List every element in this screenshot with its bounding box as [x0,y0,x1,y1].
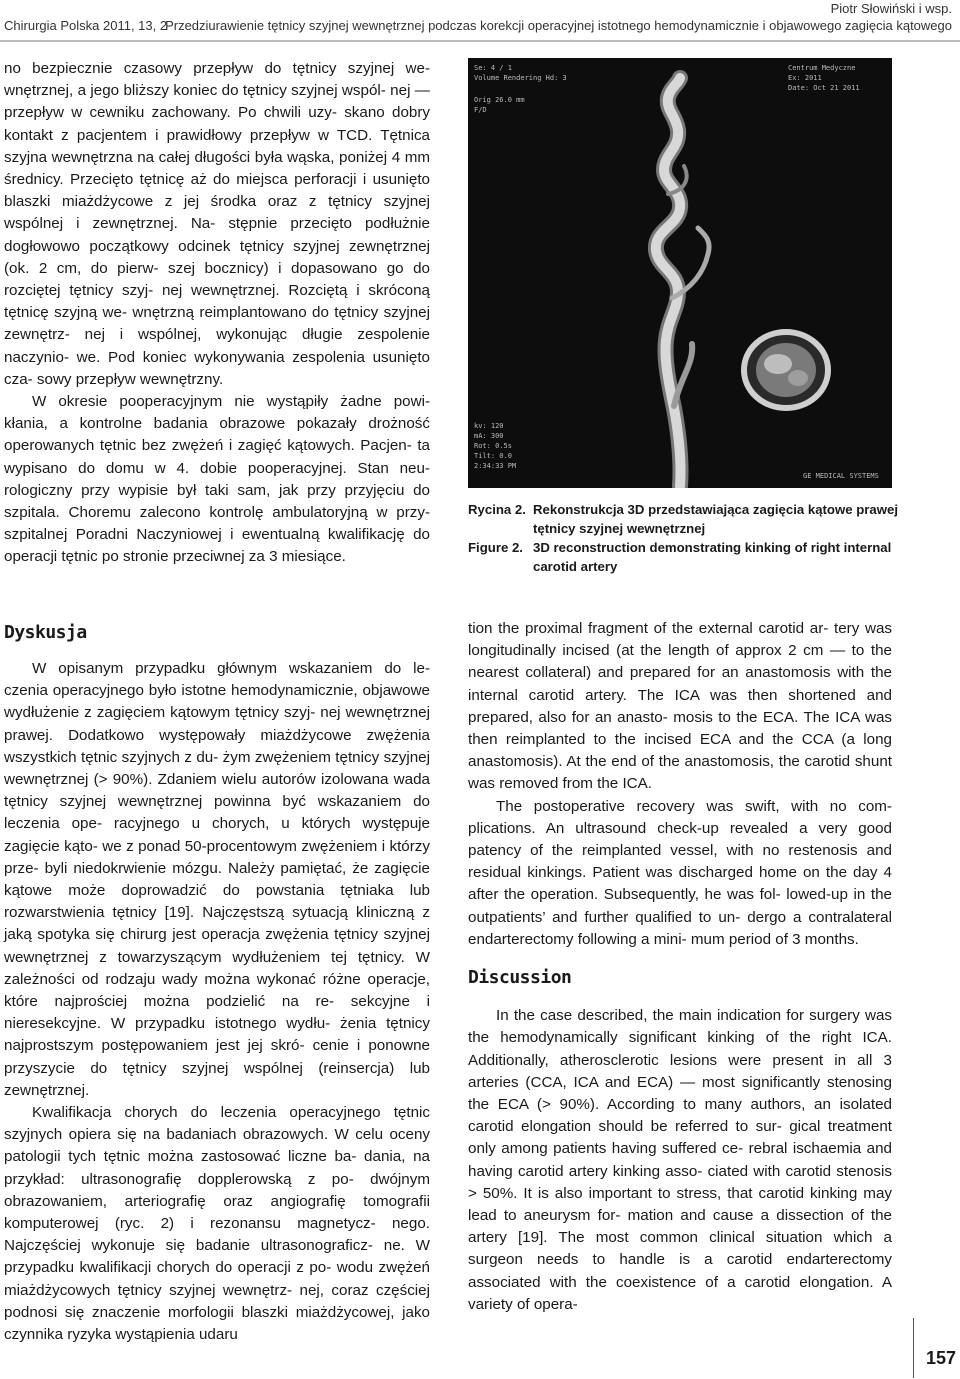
paragraph: W opisanym przypadku głównym wskazaniem do le- czenia operacyjnego było istotne hemodynamicznie, objawowe wydłużenie z zagięciem kątowym tętnicy szyj- nej wewnętrznej prawej. Dodatkowo występowały miażdżycowe zwężenia wszystkich tętnic szyjnych z du- żym zwężeniem tętnicy szyjnej wewnętrznej (> 90%). Zdaniem wielu autorów izolowana wada tętnicy szyjnej wewnętrznej powinna być wskazaniem do leczenia ope- racyjnego u chorych, u których występuje zagięcie kąto- we z ponad 50-procentowym zwężeniem i którzy prze- byli niedokrwienie mózgu. Należy pamiętać, że zagięcie kątowe może doprowadzić do powstania tętniaka lub rozwarstwienia tętnicy [19]. Najczęstszą sytuacją kliniczną z jaką spotyka się chirurg jest operacja zwężenia tętnicy szyjnej wewnętrznej z towarzyszącym wydłużeniem tej tętnicy. W zależności od rodzaju wady można wykonać różne operacje, które najprościej można podzielić na re- sekcyjne i nieresekcyjne. W przypadku istotnego wydłu- żenia tętnicy najprostszym postępowaniem jest jej skró- cenie i ponowne przyszycie do tętnicy szyjnej wspólnej (reinsercja) lub zewnętrznej. [4,660,430,1099]
overlay-bl-2: Rot: 0.5s [474,442,512,450]
header-divider [0,40,960,42]
left-column-bottom [4,658,430,1346]
header-title: Przedziurawienie tętnicy szyjnej wewnętrznej podczas korekcji operacyjnej istotnego hemodynamicznie i objawowego zagięcia kątowego [165,18,952,33]
paragraph: Kwalifikacja chorych do leczenia operacyjnego tętnic szyjnych opiera się na badaniach obrazowych. W celu oceny patologii tych tętnic można zastosować liczne ba- dania, na przykład: ultrasonografię dopplerowską z po- dwójnym obrazowaniem, arteriografię oraz angiografię tomografii komputerowej (ryc. 2) i rezonansu magnetycz- nego. Najczęściej wykonuje się badanie ultrasonograficz- ne. W przypadku kwalifikacji chorych do operacji z po- wodu zwężeń miażdżycowych tętnicy szyjnej wewnętrz- nej, coraz częściej podnosi się znaczenie morfologii blaszki miażdżycowej, jako czynnika ryzyka wystąpienia udaru [4,1104,430,1344]
caption-polish [468,500,898,538]
overlay-tl-3: F/D [474,106,487,114]
header-author: Piotr Słowiński i wsp. [830,1,952,16]
paragraph: In the case described, the main indication for surgery was the hemodynamically significant kinking of the right ICA. Additionally, atherosclerotic lesions were present in all 3 arteries (CCA, ICA and ECA) — most significantly stenosing the ECA (> 90%). According to many authors, an isolated carotid elongation should be referred to sur- gical treatment only among patients having suffered ce- rebral ischaemia and having carotid artery kinking asso- ciated with carotid stenosis > 50%. It is also important to stress, that carotid kinking may lead to aneurysm for- mation and cause a dissection of the artery [19]. The most common clinical situation which a surgeon needs to handle is a carotid endarterectomy associated with the coexistence of a carotid elongation. A variety of opera- [468,1007,892,1313]
figure-captions [468,500,898,576]
ct-angiography-figure [468,58,892,488]
caption-pl-text: Rekonstrukcja 3D przedstawiająca zagięcia kątowe prawej tętnicy szyjnej wewnętrznej [533,502,899,536]
overlay-bl-1: mA: 300 [474,432,504,440]
skull-cross-section [744,332,828,408]
overlay-br: GE MEDICAL SYSTEMS [803,472,879,480]
page-number: 157 [925,1348,956,1368]
overlay-bl-3: Tilt: 0.0 [474,452,512,460]
left-column-top [4,58,430,569]
paragraph: The postoperative recovery was swift, with no com- plications. An ultrasound check-up revealed a very good patency of the reimplanted vessel, with no restenosis and residual kinkings. Patient was discharged home on the day 4 after the operation. Subsequently, he was fol- lowed-up in the outpatients’ and further qualified to un- dergo a contralateral endarterectomy following a mini- mum period of 3 months. [468,797,892,948]
page-number-rule [913,1318,914,1378]
caption-pl-label: Rycina 2. [468,502,526,517]
section-heading-discussion: Discussion [468,967,572,989]
caption-english [468,538,898,576]
overlay-bl-4: 2:34:33 PM [474,462,517,470]
paragraph: tion the proximal fragment of the external carotid ar- tery was longitudinally incised (at the length of approx 2 cm — to the nearest collateral) and prepared for an anastomosis with the internal carotid artery. The ICA was then shortened and prepared, also for an anasto- mosis to the ECA. The ICA was then reimplanted to the incised ECA and the CCA (a long anastomosis). At the end of the anastomosis, the carotid shunt was removed from the ICA. [468,620,892,793]
overlay-tr-2: Date: Oct 21 2011 [788,84,860,92]
overlay-tr-1: Ex: 2011 [788,74,822,82]
running-header [0,0,960,40]
right-column-bottom [468,618,892,1316]
paragraph: W okresie pooperacyjnym nie wystąpiły żadne powi- kłania, a kontrolne badania obrazowe pokazały drożność operowanych tętnic bez zwężeń i zagięć kątowych. Pacjen- ta wypisano do domu w 4. dobie pooperacyjnej. Stan neu- rologiczny przy wypisie był taki sam, jak przy przyjęciu do szpitala. Choremu zalecono kontrolę ambulatoryjną w przy- szpitalnej Poradni Naczyniowej i ewentualną kwalifikację do operacji tętnic po stronie przeciwnej za 3 miesiące. [4,393,430,566]
section-heading-dyskusja: Dyskusja [4,622,87,643]
caption-en-label: Figure 2. [468,540,523,555]
overlay-tr-0: Centrum Medyczne [788,64,856,72]
header-journal: Chirurgia Polska 2011, 13, 2 [4,18,168,33]
caption-en-text: 3D reconstruction demonstrating kinking of right internal carotid artery [533,540,892,574]
overlay-tl-1: Volume Rendering Hd: 3 [474,74,567,82]
ct-reconstruction-image [468,58,892,488]
overlay-tl-0: Se: 4 / 1 [474,64,512,72]
overlay-bl-0: kv: 120 [474,422,504,430]
paragraph: no bezpiecznie czasowy przepływ do tętnicy szyjnej we- wnętrznej, a jego bliższy koniec do tętnicy szyjnej wspól- nej — przepływ w cewniku zachowany. Po chwili uzy- skano dobry kontakt z pacjentem i prawidłowy przepływ w TCD. Tętnica szyjna wewnętrzna na całej długości była wąska, poniżej 4 mm średnicy. Przecięto tętnicę aż do miejsca perforacji i usunięto blaszki miażdżycowe z jej środka oraz z tętnicy szyjnej wspólnej i zewnętrznej. Na- stępnie przecięto podłużnie dogłowowo początkowy odcinek tętnicy szyjnej zewnętrznej (ok. 2 cm, do pierw- szej bocznicy) i dopasowano go do rozciętej tętnicy szyj- nej wewnętrznej. Rozciętą i skróconą tętnicę szyjną we- wnętrzną reimplantowano do tętnicy szyjnej zewnętrz- nej i wspólnej, wykonując długie zespolenie naczynio- we. Pod koniec wykonywania zespolenia usunięto cza- sowy przepływ wewnętrzny. [4,60,430,388]
overlay-tl-2: Orig 26.0 mm [474,96,525,104]
